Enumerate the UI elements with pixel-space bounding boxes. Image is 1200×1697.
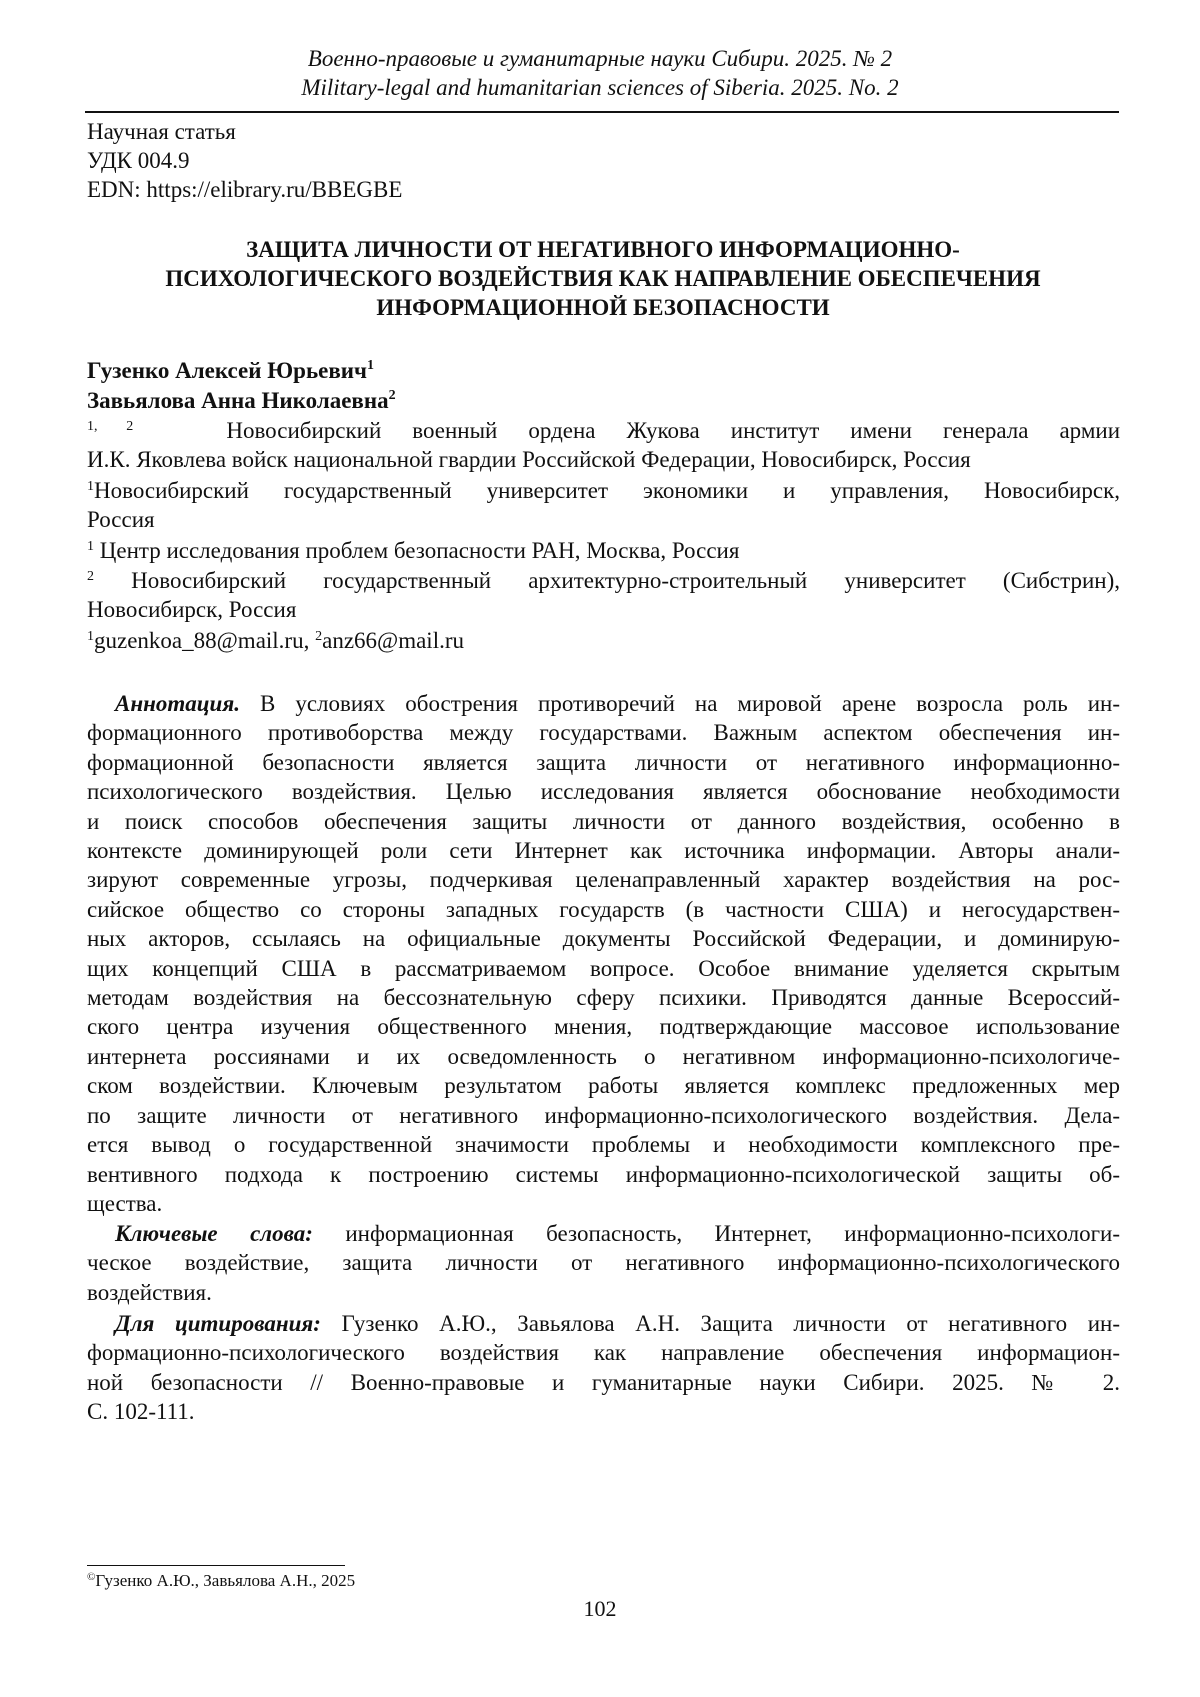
keywords-label: Ключевые слова: [115,1221,313,1246]
journal-title-ru: Военно-правовые и гуманитарные науки Сибири. 2025. № 2 [307,46,893,71]
citation [87,1309,1120,1427]
journal-title-en: Military-legal and humanitarian sciences of Siberia. 2025. No. 2 [301,75,899,100]
affiliation-4 [87,566,1120,624]
abstract [87,689,1120,1218]
abstract-line: формационного противоборства между государствами. Важным аспектом обеспечения ин- [87,720,1120,746]
copyright-footnote [87,1570,355,1592]
copyright-sign: © [87,1571,96,1583]
journal-header [0,44,1200,102]
abstract-line: В условиях обострения противоречий на мировой арене возросла роль ин- [239,691,1120,716]
header-rule [85,111,1119,113]
abstract-line: и поиск способов обеспечения защиты личности от данного воздействия, особенно в [87,808,1120,834]
citation-line: ной безопасности // Военно-правовые и гуманитарные науки Сибири. 2025. № 2. [87,1369,1120,1395]
abstract-line: зируют современные угрозы, подчеркивая целенаправленный характер воздействия на рос- [87,867,1120,893]
affiliation-text: Россия [87,507,155,532]
affiliation-1 [87,416,1120,474]
citation-line: формационно-психологического воздействия как направление обеспечения информацион- [87,1340,1120,1366]
affiliation-3 [87,536,1120,565]
affiliation-sup: 1 [87,479,94,494]
author-emails [87,626,1120,655]
affiliation-text: Новосибирск, Россия [87,597,297,622]
email-sup: 1 [87,629,94,644]
abstract-line: ных акторов, ссылаясь на официальные документы Российской Федерации, и доминирую- [87,926,1120,952]
abstract-line: методам воздействия на бессознательную сферу психики. Приводятся данные Всероссий- [87,985,1120,1011]
author-sup: 1 [366,358,374,373]
keywords-line: информационная безопасность, Интернет, информационно-психологи- [312,1221,1120,1246]
title-line: ПСИХОЛОГИЧЕСКОГО ВОЗДЕЙСТВИЯ КАК НАПРАВЛЕНИЕ ОБЕСПЕЧЕНИЯ [165,266,1041,291]
authors [87,356,396,416]
author-sup: 2 [388,388,396,403]
abstract-line: вентивного подхода к построению системы информационно-психологической защиты об- [87,1161,1120,1187]
abstract-line: сийское общество со стороны западных государств (в частности США) и негосударствен- [87,896,1120,922]
abstract-line: щества. [87,1190,163,1216]
affiliation-sup: 1, 2 [87,419,134,434]
author-2 [87,386,396,416]
abstract-line: ется вывод о государственной значимости проблемы и необходимости комплексного пре- [87,1132,1120,1158]
email-link-2[interactable]: anz66@mail.ru [322,628,464,653]
keywords-line: воздействия. [87,1279,212,1305]
article-title [85,235,1121,322]
abstract-line: щих концепций США в рассматриваемом вопросе. Особое внимание уделяется скрытым [87,955,1120,981]
abstract-line: ском воздействии. Ключевым результатом работы является комплекс предложенных мер [87,1073,1120,1099]
keywords-line: ческое воздействие, защита личности от негативного информационно-психологического [87,1250,1120,1276]
article-meta [87,117,402,204]
affiliation-text: Новосибирский государственный архитектурно-строительный университет (Сибстрин), [94,568,1120,593]
title-line: ЗАЩИТА ЛИЧНОСТИ ОТ НЕГАТИВНОГО ИНФОРМАЦИОННО- [246,237,960,262]
citation-label: Для цитирования: [115,1311,321,1336]
affiliation-text: Новосибирский военный ордена Жукова институт имени генерала армии [226,418,1121,443]
keywords [87,1219,1120,1307]
author-1 [87,356,396,386]
author-name: Завьялова Анна Николаевна [87,388,389,413]
abstract-label: Аннотация. [115,691,240,716]
abstract-line: формационной безопасности является защита личности от негативного информационно- [87,749,1120,775]
page-number: 102 [583,1596,617,1621]
footnote-rule [87,1565,345,1566]
email-link-1[interactable]: guzenkoa_88@mail.ru, [94,628,316,653]
title-line: ИНФОРМАЦИОННОЙ БЕЗОПАСНОСТИ [376,295,830,320]
affiliation-text: И.К. Яковлева войск национальной гвардии Российской Федерации, Новосибирск, Россия [87,447,971,472]
edn-link[interactable]: EDN: https://elibrary.ru/BBEGBE [87,177,403,202]
footnote-text: Гузенко А.Ю., Завьялова А.Н., 2025 [95,1571,356,1590]
affiliation-2 [87,476,1120,534]
affiliation-sup: 1 [87,539,94,554]
author-name: Гузенко Алексей Юрьевич [87,358,367,383]
abstract-line: интернета россиянами и их осведомленность о негативном информационно-психологиче- [87,1043,1120,1069]
abstract-line: психологического воздействия. Целью исследования является обоснование необходимости [87,779,1120,805]
affiliation-text: Центр исследования проблем безопасности РАН, Москва, Россия [94,538,740,563]
udc-code: УДК 004.9 [87,148,190,173]
affiliation-text: Новосибирский государственный университет экономики и управления, Новосибирск, [94,478,1120,503]
abstract-line: ского центра изучения общественного мнения, подтверждающие массовое использование [87,1014,1120,1040]
article-type: Научная статья [87,119,236,144]
abstract-line: контексте доминирующей роли сети Интернет как источника информации. Авторы анали- [87,838,1120,864]
abstract-line: по защите личности от негативного информационно-психологического воздействия. Дела- [87,1102,1120,1128]
citation-line: С. 102-111. [87,1399,195,1425]
citation-line: Гузенко А.Ю., Завьялова А.Н. Защита личности от негативного ин- [320,1311,1120,1336]
affiliation-sup: 2 [87,569,94,584]
email-sup: 2 [315,629,323,644]
